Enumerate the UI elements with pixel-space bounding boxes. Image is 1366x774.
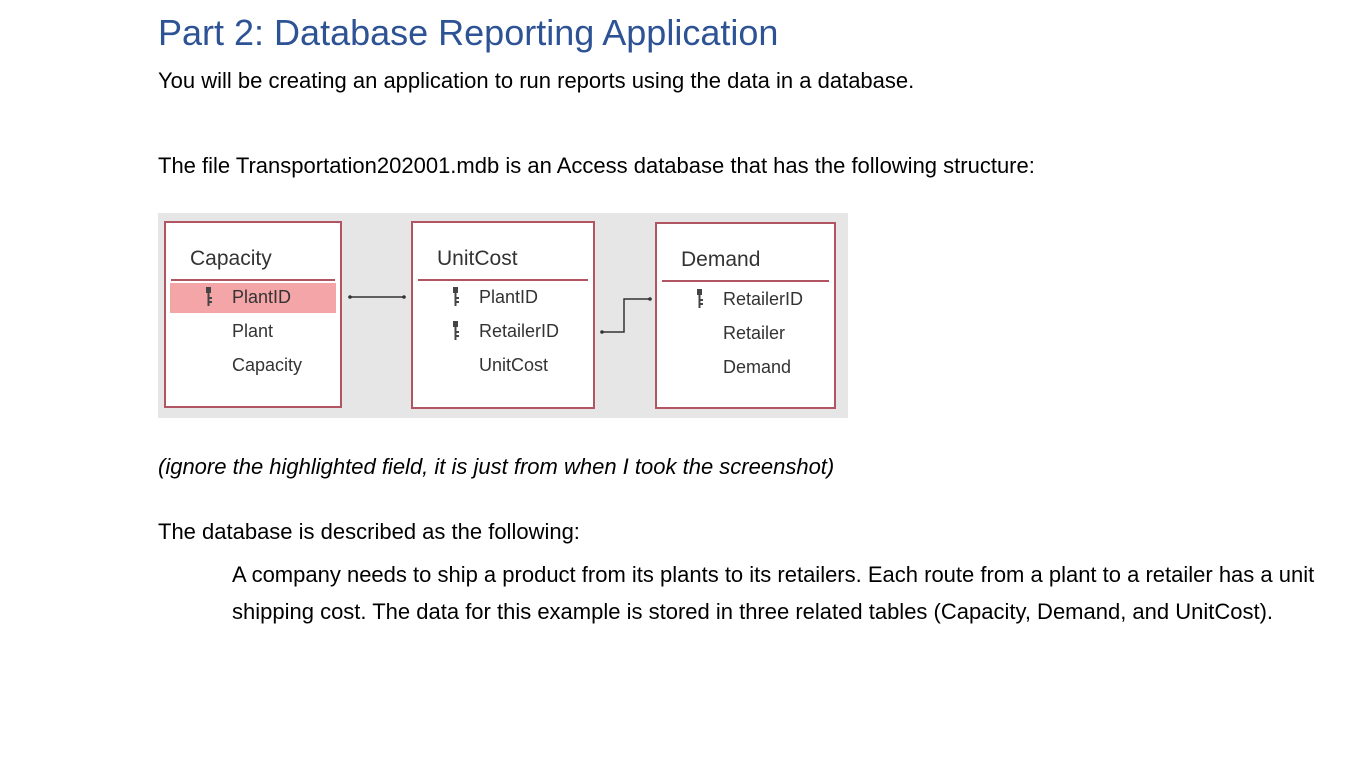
- field-name: Capacity: [232, 355, 303, 375]
- table-unitcost[interactable]: [411, 221, 595, 409]
- table-capacity[interactable]: [164, 221, 342, 408]
- relationship-line-retailerid: [602, 299, 650, 332]
- field-plantid[interactable]: [170, 283, 336, 313]
- field-retailerid[interactable]: [417, 317, 589, 347]
- field-name: PlantID: [232, 287, 292, 307]
- field-name: UnitCost: [479, 355, 549, 375]
- field-name: Demand: [723, 357, 792, 377]
- database-description-intro: The database is described as the following:: [158, 519, 580, 544]
- file-description-paragraph: The file Transportation202001.mdb is an Access database that has the following structure:: [158, 153, 1035, 178]
- page-title: Part 2: Database Reporting Application: [158, 12, 779, 53]
- table-title-divider: [171, 279, 335, 281]
- table-title: UnitCost: [437, 247, 518, 270]
- table-demand[interactable]: [655, 222, 836, 409]
- field-capacity[interactable]: [170, 351, 336, 381]
- field-name: PlantID: [479, 287, 539, 307]
- field-unitcost[interactable]: [417, 351, 589, 381]
- field-name: Retailer: [723, 323, 786, 343]
- field-name: RetailerID: [723, 289, 804, 309]
- field-demand[interactable]: [661, 353, 830, 383]
- field-retailer[interactable]: [661, 319, 830, 349]
- key-icon: [203, 287, 213, 307]
- table-title-divider: [662, 280, 829, 282]
- screenshot-note: (ignore the highlighted field, it is just from when I took the screenshot): [158, 454, 835, 479]
- table-title: Demand: [681, 248, 761, 271]
- field-name: Plant: [232, 321, 274, 341]
- relationship-diagram: [158, 213, 848, 418]
- key-icon: [450, 321, 460, 341]
- table-title-divider: [418, 279, 588, 281]
- field-name: RetailerID: [479, 321, 560, 341]
- table-title: Capacity: [190, 247, 272, 270]
- field-plant[interactable]: [170, 317, 336, 347]
- key-icon: [694, 289, 704, 309]
- database-description-body: A company needs to ship a product from its plants to its retailers. Each route from a plant to a retailer has a unit shipping cost. The data for this example is stored in three related tables (Capacity, Demand, and UnitCost).: [232, 562, 1315, 624]
- key-icon: [450, 287, 460, 307]
- field-plantid[interactable]: [417, 283, 589, 313]
- field-retailerid[interactable]: [661, 285, 830, 315]
- intro-paragraph: You will be creating an application to run reports using the data in a database.: [158, 68, 915, 93]
